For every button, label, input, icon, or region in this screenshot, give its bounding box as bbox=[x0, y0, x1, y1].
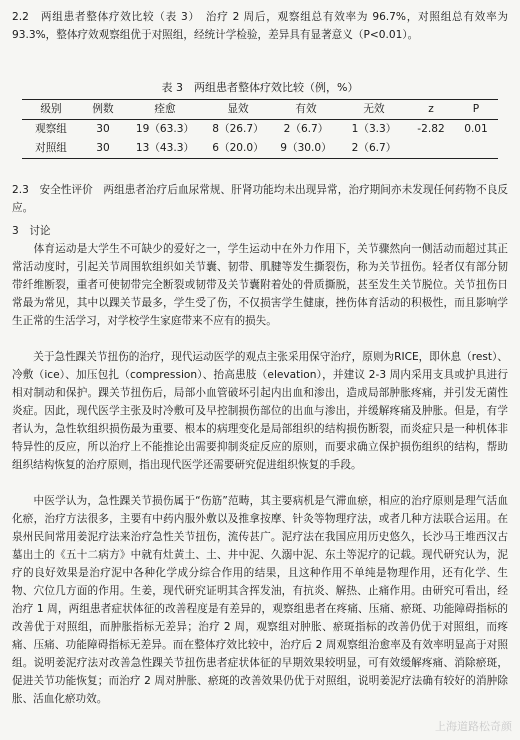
header-cell: P bbox=[454, 100, 498, 120]
section-heading-discussion: 3 讨论 bbox=[12, 225, 51, 237]
table-cell: 9（30.0） bbox=[272, 139, 340, 159]
table-cell: 观察组 bbox=[35, 123, 67, 135]
header-cell: 无效 bbox=[340, 100, 408, 120]
header-cell: 痊愈 bbox=[126, 100, 204, 120]
table-cell: 对照组 bbox=[22, 139, 80, 159]
table-caption: 表 3 两组患者整体疗效比较（例，%） bbox=[161, 81, 359, 94]
table-cell: 2（6.7） bbox=[283, 123, 329, 135]
header-cell: 级别 bbox=[22, 100, 80, 120]
paragraph-2-3: 2.3 安全性评价 两组患者治疗后血尿常规、肝肾功能均未出现异常，治疗期间亦未发现任何药物不良反应。 bbox=[12, 184, 508, 214]
discussion-paragraph-3: 中医学认为，急性踝关节损伤属于“伤筋”范畴，其主要病机是气滞血瘀，相应的治疗原则是理气活血化瘀，治疗方法很多，主要有中药内服外敷以及推拿按摩、针灸等物理疗法，或者几种方法联合运用。在泉州民间常用姜泥疗法来治疗急性关节扭伤，流传甚广。泥疗法在我国应用历史悠久，长沙马王堆西汉古墓出土的《五十二病方》中就有灶黄土、土、井中泥、久溺中泥、东土等泥疗的记载。现代研究认为，泥疗的良好效果是治疗泥中各种化学成分综合作用的结果，且这种作用不单纯是物理作用，还有化学、生物、穴位几方面的作用。生姜，现代研究证明其含挥发油，有抗炎、解热、止痛作用。由研究可看出，经治疗 1 周，两组患者症状体征的改善程度是有差异的，观察组患者在疼痛、压痛、瘀斑、功能障碍指标的改善优于对照组，而肿胀指标无差异；治疗 2 周，观察组对肿胀、瘀斑指标的改善仍优于对照组，而疼痛、压痛、功能障碍指标无差异。而在整体疗效比较中，治疗后 2 周观察组治愈率及有效率明显高于对照组。说明姜泥疗法对改善急性踝关节扭伤患者症状体征的早期效果较明显，可有效缓解疼痛、消除瘀斑，促进关节功能恢复；而治疗 2 周对肿胀、瘀斑的改善效果仍优于对照组，说明姜泥疗法确有较好的消肿除胀、活血化瘀功效。 bbox=[12, 495, 508, 705]
table-cell: 13（43.3） bbox=[126, 139, 204, 159]
header-cell: 例数 bbox=[80, 100, 126, 120]
table-cell: 19（63.3） bbox=[135, 123, 195, 135]
table-cell bbox=[408, 139, 454, 159]
paragraph-2-2: 2.2 两组患者整体疗效比较（表 3） 治疗 2 周后，观察组总有效率为 96.7%，对照组总有效率为 93.3%，整体疗效观察组优于对照组，经统计学检验，差异具有显著意义（P<0.01）。 bbox=[12, 11, 508, 41]
table-row bbox=[22, 120, 498, 140]
discussion-paragraph-1: 体育运动是大学生不可缺少的爱好之一，学生运动中在外力作用下，关节骤然向一侧活动而超过其正常活动度时，引起关节周围软组织如关节囊、韧带、肌腱等发生撕裂伤，称为关节扭伤。轻者仅有部分韧带纤维断裂，重者可使韧带完全断裂或韧带及关节囊附着处的骨质撕脱，甚至发生关节脱位。关节扭伤日常最为常见，其中以踝关节最多，学生受了伤，不仅损害学生健康，挫伤体育活动的积极性，而且影响学生正常的生活学习，对学校学生家庭带来不应有的损失。 bbox=[12, 243, 508, 327]
header-cell: 显效 bbox=[204, 100, 272, 120]
table-cell: 1（3.3） bbox=[351, 123, 397, 135]
table-cell: 2（6.7） bbox=[340, 139, 408, 159]
header-cell: 有效 bbox=[272, 100, 340, 120]
table-cell: 8（26.7） bbox=[212, 123, 264, 135]
table-cell bbox=[454, 139, 498, 159]
table-cell: 30 bbox=[96, 123, 110, 135]
efficacy-table bbox=[22, 99, 498, 159]
table-cell: 0.01 bbox=[464, 123, 488, 135]
table-header-row bbox=[22, 100, 498, 120]
table-cell: -2.82 bbox=[417, 123, 445, 135]
table-cell: 30 bbox=[80, 139, 126, 159]
header-cell: z bbox=[408, 100, 454, 120]
table-row bbox=[22, 139, 498, 159]
discussion-paragraph-2: 关于急性踝关节扭伤的治疗，现代运动医学的观点主张采用保守治疗，原则为RICE，即休息（rest）、冷敷（ice）、加压包扎（compression）、抬高患肢（elevation），并建议 2-3 周内采用支具或护具进行相对制动和保护。踝关节扭伤后，局部小血管破坏引起内出血和渗出，造成局部肿胀疼痛，并引发无菌性炎症。因此，现代医学主张及时冷敷可及早控制损伤部位的出血与渗出，并缓解疼痛及肿胀。但是，有学者认为，急性软组织损伤最为重要、根本的病理变化是局部组织的结构损伤断裂，而炎症只是一种机体非特异性的反应，所以治疗上不能推论出需要抑制炎症反应的原则，而要求确立保护损伤组织的结构，帮助组织结构恢复的治疗原则，指出现代医学还需要研究促进组织恢复的手段。 bbox=[12, 351, 508, 471]
watermark: 上海道路松奇颜 bbox=[435, 720, 512, 733]
table-cell: 6（20.0） bbox=[204, 139, 272, 159]
